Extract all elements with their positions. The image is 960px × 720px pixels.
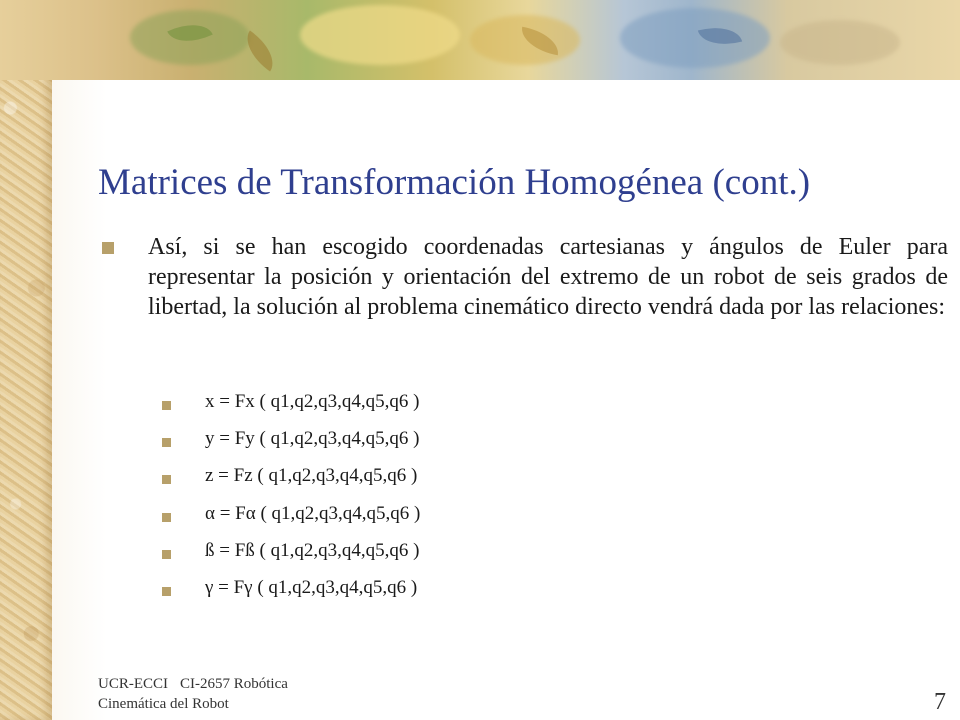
square-bullet-icon [162, 587, 171, 596]
decorative-top-banner [0, 0, 960, 80]
equation-item-x [160, 387, 580, 424]
slide-number: 7 [934, 689, 946, 715]
parchment-left-strip [0, 0, 52, 720]
equation-text: z = Fz ( q1,q2,q3,q4,q5,q6 ) [205, 465, 418, 487]
square-bullet-icon [162, 475, 171, 484]
footer-course: CI-2657 Robótica [180, 676, 288, 692]
main-bullet-text: Así, si se han escogido coordenadas cartesianas y ángulos de Euler para representar la posición y orientación del extremo de un robot de seis grados de libertad, la solución al problema cinemático directo vendrá dada por las relaciones: [148, 234, 948, 320]
square-bullet-icon [162, 513, 171, 522]
slide-footer [98, 674, 288, 714]
square-bullet-icon [162, 550, 171, 559]
equation-item-y [160, 424, 580, 461]
equation-text: y = Fy ( q1,q2,q3,q4,q5,q6 ) [205, 428, 420, 450]
equation-text: ß = Fß ( q1,q2,q3,q4,q5,q6 ) [205, 539, 420, 561]
equation-item-z [160, 461, 580, 498]
equation-list [160, 387, 580, 610]
footer-org: UCR-ECCI [98, 676, 169, 692]
equation-item-beta [160, 536, 580, 573]
footer-subtitle: Cinemática del Robot [98, 696, 229, 712]
equation-text: x = Fx ( q1,q2,q3,q4,q5,q6 ) [205, 391, 420, 412]
square-bullet-icon [162, 401, 171, 410]
equation-text: γ = Fγ ( q1,q2,q3,q4,q5,q6 ) [205, 576, 418, 598]
square-bullet-icon [162, 438, 171, 447]
equation-text: α = Fα ( q1,q2,q3,q4,q5,q6 ) [205, 502, 421, 524]
equation-item-gamma [160, 573, 580, 610]
equation-item-alpha [160, 499, 580, 536]
square-bullet-icon [102, 242, 114, 254]
slide-title: Matrices de Transformación Homogénea (cont.) [98, 162, 811, 203]
